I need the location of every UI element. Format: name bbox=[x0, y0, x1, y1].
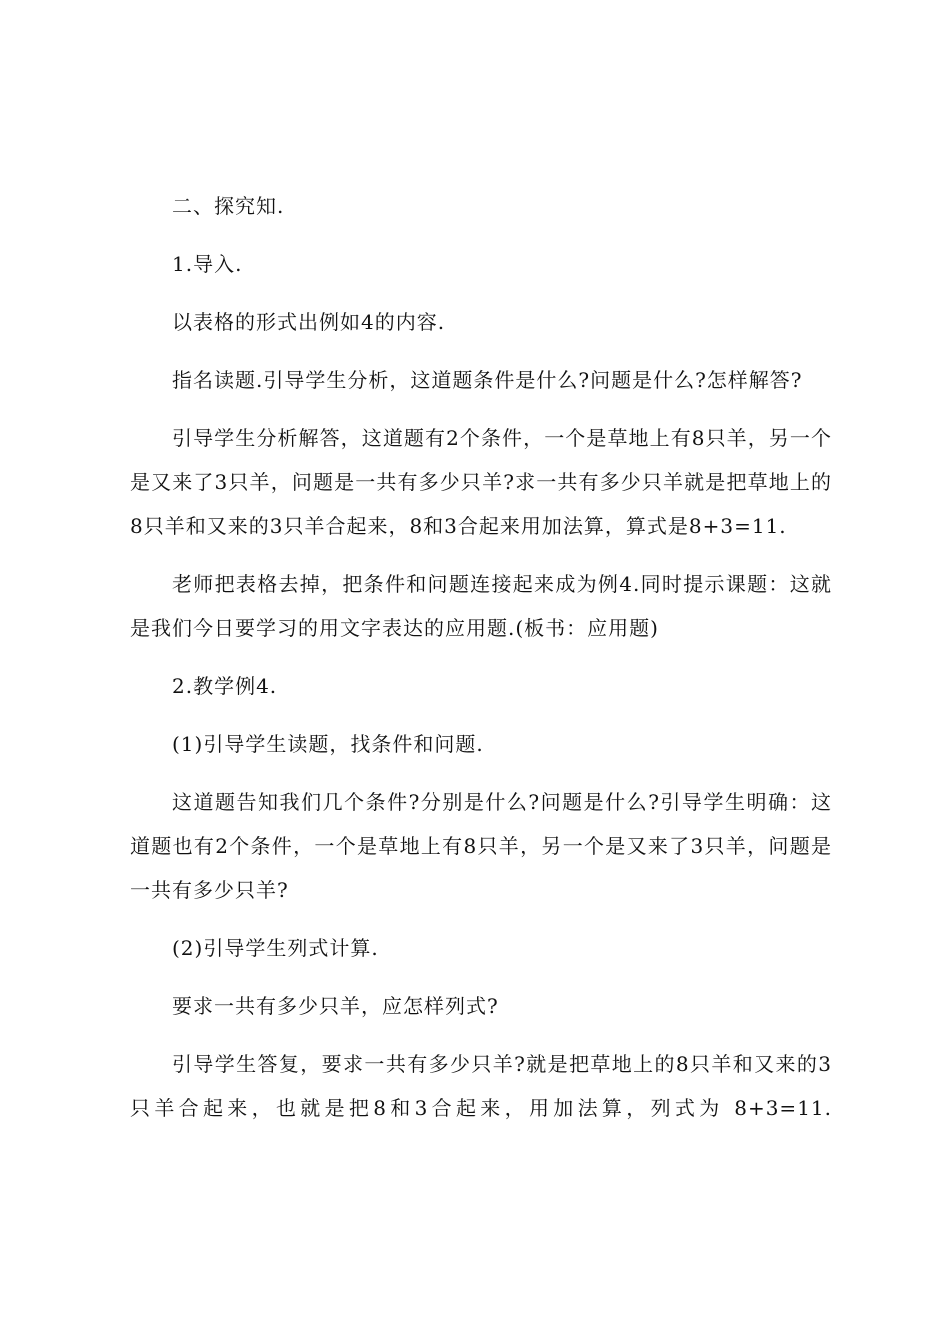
paragraph: 以表格的形式出例如4的内容. bbox=[172, 310, 446, 334]
paragraph: 要求一共有多少只羊，应怎样列式? bbox=[172, 994, 499, 1018]
step-heading: (1)引导学生读题，找条件和问题. bbox=[172, 732, 484, 756]
step-heading: (2)引导学生列式计算. bbox=[172, 936, 379, 960]
paragraph: 指名读题.引导学生分析，这道题条件是什么?问题是什么?怎样解答? bbox=[172, 368, 803, 392]
paragraph: 引导学生分析解答，这道题有2个条件，一个是草地上有8只羊，另一个是又来了3只羊，问题是一共有多少只羊?求一共有多少只羊就是把草地上的8只羊和又来的3只羊合起来，8和3合起来用加法算，算式是8+3=11. bbox=[130, 426, 832, 538]
subsection-heading-example: 2.教学例4. bbox=[172, 674, 278, 698]
document-body bbox=[130, 184, 832, 1144]
paragraph: 这道题告知我们几个条件?分别是什么?问题是什么?引导学生明确：这道题也有2个条件，一个是草地上有8只羊，另一个是又来了3只羊，问题是一共有多少只羊? bbox=[130, 790, 832, 902]
paragraph: 老师把表格去掉，把条件和问题连接起来成为例4.同时提示课题：这就是我们今日要学习的用文字表达的应用题.(板书：应用题) bbox=[130, 572, 832, 640]
subsection-heading-intro: 1.导入. bbox=[172, 252, 243, 276]
paragraph: 引导学生答复，要求一共有多少只羊?就是把草地上的8只羊和又来的3只羊合起来，也就是把8和3合起来，用加法算，列式为 8+3=11. bbox=[130, 1052, 832, 1120]
section-heading: 二、探究知. bbox=[172, 194, 285, 218]
